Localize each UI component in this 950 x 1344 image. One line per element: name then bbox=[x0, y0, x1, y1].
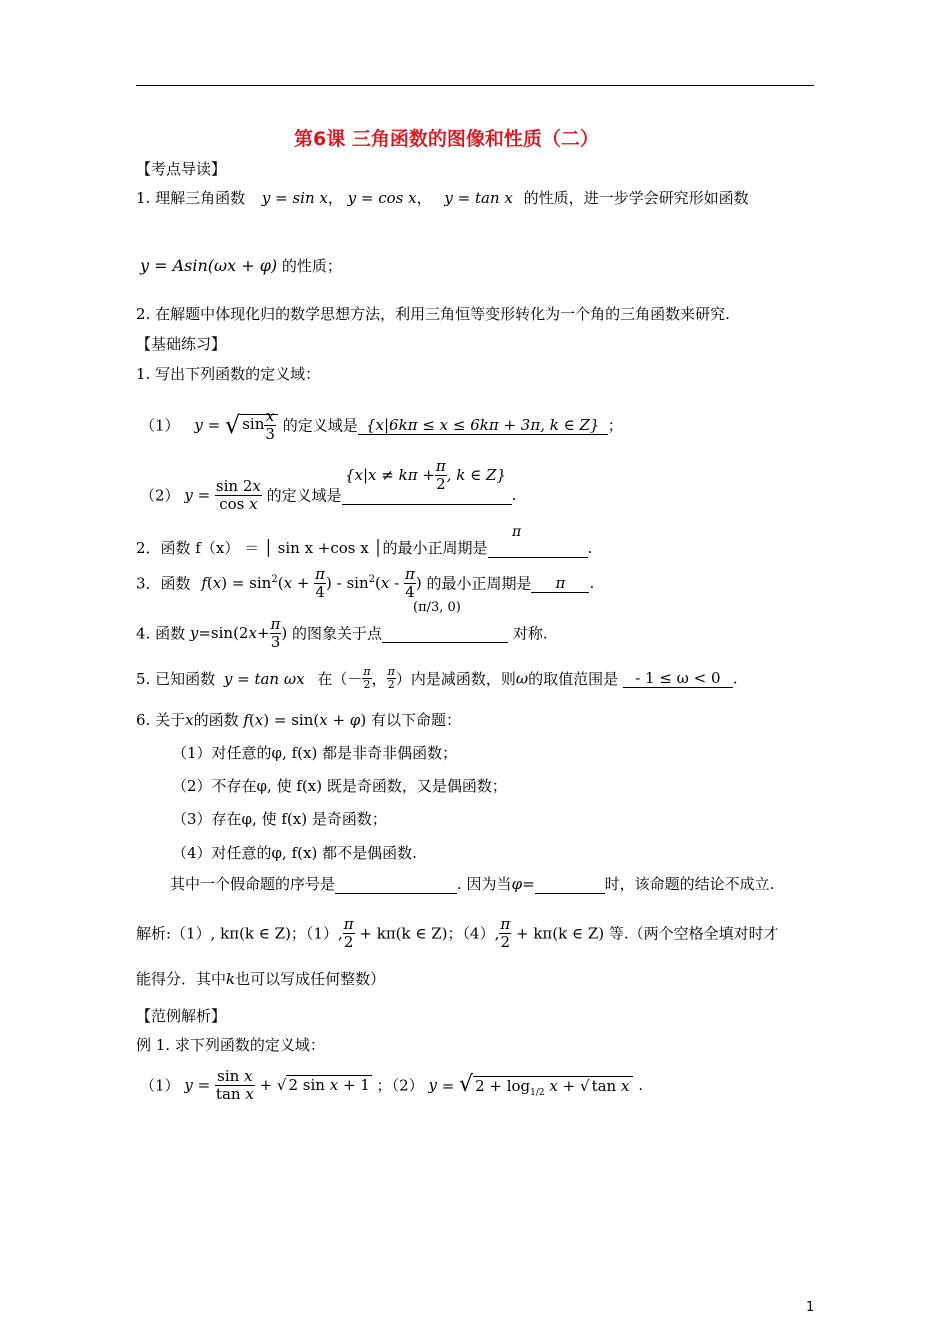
q6-question-c: 时，该命题的结论不成立. bbox=[604, 875, 775, 893]
q6-text: 6. 关于 bbox=[136, 711, 186, 729]
practice-q2: 2．函数 f（x） ＝ │ sin x +cos x │的最小正周期是 . bbox=[136, 539, 593, 557]
practice-q5: 5. 已知函数 y = tan ωx 在（－ $\frac{\pi}{2}$ ， $\frac{\pi}{2}$ ）内是减函数，则ω的取值范围是 - 1 ≤ ω < 0 . bbox=[136, 665, 738, 692]
q6-text-c: 有以下命题： bbox=[370, 711, 461, 729]
q2-answer: π bbox=[512, 524, 522, 540]
q1-2-label: （2） bbox=[140, 486, 180, 505]
q6-statement-1: （1）对任意的φ, f(x) 都是非奇非偶函数； bbox=[172, 744, 458, 762]
q4-text-c: 对称. bbox=[512, 624, 548, 643]
q1-2-mid: 的定义域是 bbox=[266, 486, 342, 505]
q6-analysis: 解析:（1）, kπ(k ∈ Z)；（1）, $\frac{\pi}{2}$ + kπ(k ∈ Z)；（4）, $\frac{\pi}{2}$ + kπ(k ∈ Z) 等.（两个空格全填对时才 bbox=[136, 915, 779, 951]
q1-1-answer: {x|6kπ ≤ x ≤ 6kπ + 3π, k ∈ Z} bbox=[358, 416, 608, 435]
analysis-b: + kπ(k ∈ Z)；（4）, bbox=[359, 924, 500, 943]
q4-answer: (π/3, 0) bbox=[413, 600, 461, 615]
q4-text-b: 的图象关于点 bbox=[292, 624, 383, 643]
practice-q6: 6. 关于x的函数 f(x) = sin(x + φ) 有以下命题： bbox=[136, 711, 461, 729]
q6-blank-1 bbox=[335, 875, 457, 894]
q4-blank bbox=[382, 624, 508, 643]
q5-text: 5. 已知函数 bbox=[136, 670, 216, 689]
q3-answer: π bbox=[531, 574, 589, 593]
q4-text: 4. 函数 bbox=[136, 624, 186, 643]
analysis-a: 解析:（1）, kπ(k ∈ Z)；（1）, bbox=[136, 924, 343, 943]
q1-1-label: （1） bbox=[140, 416, 180, 435]
q2-blank bbox=[488, 539, 588, 558]
formula-asin: y = Asin(ωx + φ) bbox=[140, 256, 278, 275]
q3-text-b: 的最小正周期是 bbox=[426, 574, 532, 593]
q1-2-answer: {x|x ≠ kπ + $\frac{\pi}{2}$ , k ∈ Z} bbox=[345, 457, 506, 493]
example-1: 例 1. 求下列函数的定义域： bbox=[136, 1036, 325, 1054]
q5-text-c: ）内是减函数，则 bbox=[395, 670, 516, 689]
q6-question: 其中一个假命题的序号是 . 因为当φ= 时，该命题的结论不成立. bbox=[170, 875, 775, 893]
practice-q4: 4. 函数 y=sin(2x+ $\frac{\pi}{3}$ ) 的图象关于点 对称. bbox=[136, 615, 548, 651]
page-number: 1 bbox=[806, 1300, 815, 1315]
guide-item-1-text: 1. 理解三角函数 bbox=[136, 189, 246, 207]
q5-text-d: 的取值范围是 bbox=[528, 670, 619, 689]
practice-q1-2: （2） y = $\frac{\sin 2x}{\text{cos x}}$ 的定义域是 . bbox=[140, 477, 517, 513]
guide-item-1-cont bbox=[140, 255, 342, 276]
formula-cos: y = cos x bbox=[347, 189, 417, 207]
q6-blank-2 bbox=[535, 875, 605, 894]
practice-q1: 1. 写出下列函数的定义域： bbox=[136, 365, 321, 383]
q6-question-a: 其中一个假命题的序号是 bbox=[170, 875, 336, 893]
example-1-formulas: （1） y = $\frac{\text{sin x}}{\text{tan x}}$ + √ 2 sin x + 1 ；（2） y = √ $2 + \log_{1/2} x$ + √ tan x . bbox=[140, 1067, 643, 1103]
q3-text: 3．函数 bbox=[136, 574, 191, 593]
q6-question-b: . 因为当 bbox=[457, 875, 512, 893]
q6-text-b: 的函数 bbox=[193, 711, 239, 729]
q6-statement-3: （3）存在φ, 使 f(x) 是奇函数； bbox=[172, 810, 387, 828]
top-rule bbox=[136, 85, 814, 86]
practice-q3: 3．函数 $f(x) = \sin^2(x$ + $\frac{\pi}{4}$ ) - $\sin^2(x$ - $\frac{\pi}{4}$ ) 的最小正周期是 π . bbox=[136, 565, 595, 601]
q1-1-mid: 的定义域是 bbox=[282, 416, 358, 435]
formula-sin: y = sin x bbox=[261, 189, 328, 207]
q1-2-answer-b: , k ∈ Z} bbox=[446, 466, 506, 484]
q5-formula: y = tan ωx bbox=[223, 669, 305, 688]
section-heading-guide: 【考点导读】 bbox=[136, 160, 227, 178]
guide-item-2: 2. 在解题中体现化归的数学思想方法，利用三角恒等变形转化为一个角的三角函数来研究. bbox=[136, 305, 730, 323]
q6-statement-4: （4）对任意的φ, f(x) 都不是偶函数. bbox=[172, 844, 417, 862]
page-title: 第6课 三角函数的图像和性质（二） bbox=[294, 128, 599, 150]
q5-answer: - 1 ≤ ω < 0 bbox=[623, 669, 733, 688]
section-heading-examples: 【范例解析】 bbox=[136, 1007, 227, 1025]
analysis-e: 也可以写成任何整数） bbox=[235, 970, 386, 988]
q6-analysis-cont: 能得分．其中k也可以写成任何整数） bbox=[136, 970, 386, 988]
analysis-d: 能得分．其中 bbox=[136, 970, 227, 988]
analysis-c: + kπ(k ∈ Z) 等.（两个空格全填对时才 bbox=[515, 924, 779, 943]
q6-statement-2: （2）不存在φ, 使 f(x) 既是奇函数，又是偶函数； bbox=[172, 777, 507, 795]
q1-2-answer-a: {x|x ≠ kπ + bbox=[345, 466, 435, 484]
practice-q1-1: （1） y = √ sin $\frac{x}{3}$ 的定义域是 {x|6kπ ≤ x ≤ 6kπ + 3π, k ∈ Z} ； bbox=[140, 407, 623, 443]
formula-tan: y = tan x bbox=[444, 189, 513, 207]
guide-item-1-text-b: 的性质，进一步学会研究形如函数 bbox=[523, 189, 749, 207]
q5-text-b: 在（－ bbox=[317, 670, 363, 689]
guide-item-1: 1. 理解三角函数 y = sin x， y = cos x， y = tan x 的性质，进一步学会研究形如函数 bbox=[136, 189, 749, 207]
guide-item-1-text-c: 的性质； bbox=[281, 257, 342, 275]
section-heading-practice: 【基础练习】 bbox=[136, 335, 227, 353]
q2-text: 2．函数 f（x） ＝ │ sin x +cos x │的最小正周期是 bbox=[136, 539, 488, 557]
